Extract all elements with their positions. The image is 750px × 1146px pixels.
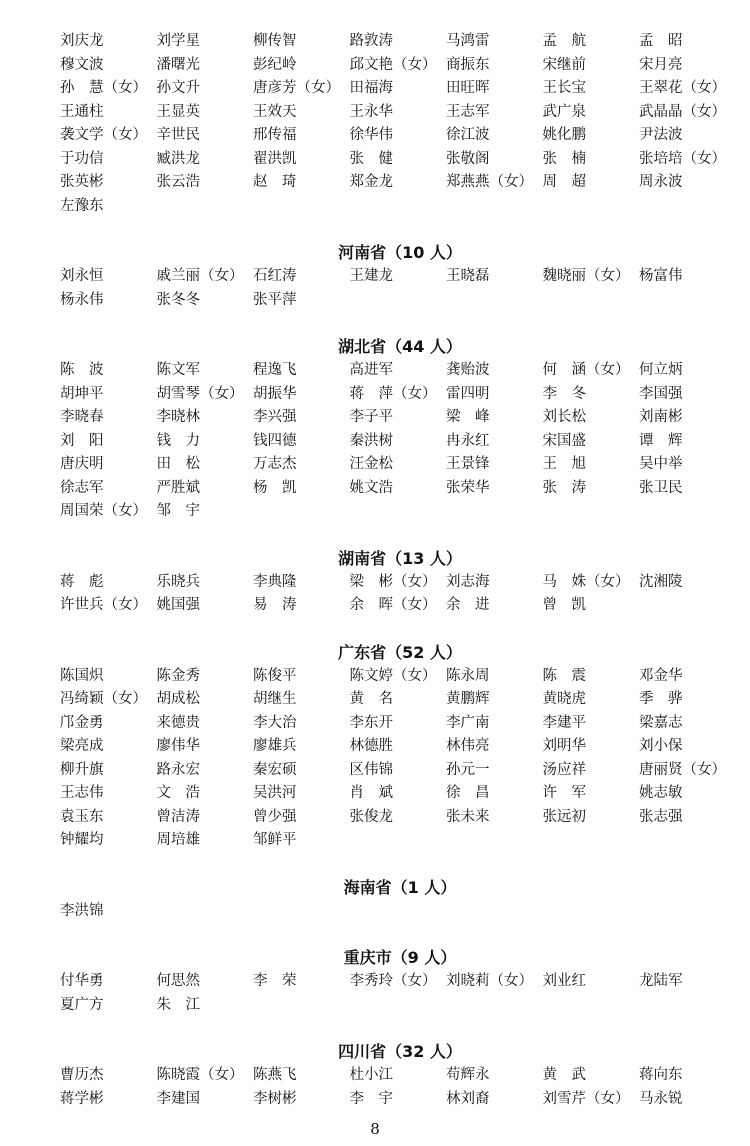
name-entry: 陈 波 — [60, 362, 104, 378]
name-entry: 唐彦芳（女） — [253, 80, 340, 96]
name-entry: 马鸿雷 — [446, 33, 490, 49]
name-entry: 郑燕燕（女） — [446, 174, 533, 190]
name-entry: 刘雪芹（女） — [542, 1090, 630, 1107]
name-entry: 姚文浩 — [349, 479, 393, 496]
name-entry: 冯绮颖（女） — [60, 691, 147, 707]
name-entry: 刘学星 — [156, 33, 200, 49]
name-entry: 付华勇 — [60, 973, 104, 989]
name-entry: 翟洪凯 — [253, 150, 297, 167]
name-list — [60, 1064, 740, 1111]
name-entry: 黄 武 — [542, 1067, 586, 1083]
name-entry: 袭文学（女） — [60, 127, 147, 143]
name-entry: 路敦涛 — [349, 33, 393, 49]
province-section — [60, 30, 740, 218]
name-entry: 何 涵（女） — [542, 362, 630, 378]
name-entry: 彭纪岭 — [253, 56, 297, 73]
section-heading: 广东省（52 人） — [338, 642, 462, 662]
name-entry: 张 健 — [349, 150, 393, 167]
name-entry: 赵 琦 — [253, 174, 297, 190]
name-entry: 刘庆龙 — [60, 33, 104, 49]
name-entry: 钟耀均 — [60, 832, 104, 848]
name-entry: 王翠花（女） — [639, 80, 726, 96]
name-entry: 马永锐 — [639, 1090, 683, 1107]
name-entry: 雷四明 — [446, 385, 490, 402]
name-entry: 林德胜 — [349, 738, 393, 754]
name-entry: 王景锋 — [446, 456, 490, 472]
name-entry: 刘晓莉（女） — [446, 973, 533, 989]
name-entry: 夏广方 — [60, 996, 104, 1013]
name-entry: 秦宏硕 — [253, 761, 297, 778]
name-entry: 王志军 — [446, 103, 490, 120]
name-entry: 张平萍 — [253, 291, 297, 308]
name-entry: 李子平 — [349, 409, 393, 425]
province-section — [60, 547, 740, 618]
name-entry: 王效天 — [253, 103, 297, 120]
name-entry: 汪金松 — [349, 456, 393, 472]
name-entry: 吴中举 — [639, 456, 683, 472]
name-entry: 戚兰丽（女） — [156, 268, 244, 284]
name-entry: 邹鲜平 — [253, 832, 297, 848]
name-entry: 梁 峰 — [446, 409, 490, 425]
name-entry: 臧洪龙 — [156, 150, 200, 167]
name-entry: 徐 昌 — [446, 785, 490, 801]
name-entry: 许 军 — [542, 785, 586, 801]
name-entry: 唐庆明 — [60, 456, 104, 472]
name-entry: 杨 凯 — [253, 479, 297, 496]
name-entry: 柳传智 — [253, 33, 297, 49]
section-heading: 重庆市（9 人） — [343, 948, 457, 967]
name-entry: 张云浩 — [156, 174, 200, 190]
name-entry: 蒋 萍（女） — [349, 385, 437, 402]
name-entry: 何立炳 — [639, 362, 683, 378]
name-entry: 来德贵 — [156, 714, 200, 731]
name-list — [60, 970, 740, 1017]
name-entry: 邢传福 — [253, 127, 297, 143]
document-body — [60, 30, 740, 1111]
name-entry: 易 涛 — [253, 597, 297, 613]
name-entry: 张俊龙 — [349, 808, 393, 825]
name-entry: 张志强 — [639, 808, 683, 825]
name-entry: 杨永伟 — [60, 291, 104, 308]
name-entry: 刘 阳 — [60, 432, 104, 449]
name-entry: 邝金勇 — [60, 714, 104, 731]
name-entry: 李 荣 — [253, 973, 297, 989]
name-entry: 杨富伟 — [639, 268, 683, 284]
name-entry: 吴洪河 — [253, 785, 297, 801]
province-section — [60, 946, 740, 1017]
name-entry: 田 松 — [156, 456, 200, 472]
name-entry: 辛世民 — [156, 127, 200, 143]
section-heading: 河南省（10 人） — [338, 243, 462, 262]
name-entry: 陈国炽 — [60, 667, 104, 684]
name-entry: 魏晓丽（女） — [542, 268, 630, 284]
name-entry: 张荣华 — [446, 479, 490, 496]
name-entry: 武晶晶（女） — [639, 103, 726, 120]
name-entry: 张卫民 — [639, 479, 683, 496]
name-entry: 王永华 — [349, 103, 393, 120]
name-entry: 胡继生 — [253, 691, 297, 707]
name-entry: 万志杰 — [253, 456, 297, 472]
name-entry: 李晓春 — [60, 409, 104, 425]
name-entry: 区伟锦 — [349, 761, 393, 778]
name-entry: 唐丽贤（女） — [639, 761, 726, 778]
name-entry: 刘志海 — [446, 573, 490, 590]
page-number: 8 — [370, 1120, 380, 1138]
name-entry: 李广南 — [446, 714, 490, 731]
name-entry: 李 宇 — [349, 1090, 393, 1107]
name-entry: 秦洪树 — [349, 432, 393, 449]
name-entry: 王显英 — [156, 103, 200, 120]
province-section — [60, 641, 740, 853]
name-entry: 廖伟华 — [156, 738, 200, 754]
name-entry: 陈文军 — [156, 362, 200, 378]
name-entry: 宋国盛 — [542, 432, 586, 449]
name-entry: 胡成松 — [156, 691, 200, 707]
name-entry: 徐华伟 — [349, 127, 393, 143]
name-list — [60, 265, 740, 312]
province-section — [60, 1040, 740, 1111]
name-entry: 王通柱 — [60, 103, 104, 120]
name-list — [60, 571, 740, 618]
name-entry: 李树彬 — [253, 1090, 297, 1107]
name-entry: 陈文婷（女） — [349, 667, 437, 684]
name-entry: 余 进 — [446, 597, 490, 613]
name-entry: 宋月亮 — [639, 56, 683, 73]
name-entry: 石红涛 — [253, 268, 297, 284]
name-entry: 蒋向东 — [639, 1067, 683, 1083]
name-entry: 陈金秀 — [156, 667, 200, 684]
section-heading: 湖北省（44 人） — [338, 337, 462, 356]
name-entry: 张培培（女） — [639, 150, 726, 167]
name-entry: 梁 彬（女） — [349, 573, 437, 590]
name-entry: 路永宏 — [156, 761, 200, 778]
name-entry: 张敬阁 — [446, 150, 490, 167]
name-entry: 陈晓霞（女） — [156, 1067, 244, 1083]
name-entry: 孙元一 — [446, 761, 490, 778]
name-entry: 张 涛 — [542, 479, 586, 496]
name-entry: 何思然 — [156, 973, 200, 989]
name-entry: 蒋学彬 — [60, 1090, 104, 1107]
name-entry: 王 旭 — [542, 456, 586, 472]
name-list — [60, 359, 740, 524]
name-entry: 杜小江 — [349, 1067, 393, 1083]
name-entry: 张冬冬 — [156, 291, 200, 308]
name-entry: 蒋 彪 — [60, 573, 104, 590]
name-entry: 冉永红 — [446, 432, 490, 449]
name-entry: 孙文升 — [156, 80, 200, 96]
name-entry: 刘业红 — [542, 973, 586, 989]
name-entry: 李典隆 — [253, 573, 297, 590]
name-entry: 王志伟 — [60, 785, 104, 801]
name-entry: 周永波 — [639, 174, 683, 190]
name-entry: 曾 凯 — [542, 597, 586, 613]
name-entry: 林伟亮 — [446, 738, 490, 754]
name-entry: 穆文波 — [60, 56, 104, 73]
name-entry: 曾洁涛 — [156, 808, 200, 825]
name-entry: 邓金华 — [639, 667, 683, 684]
name-entry: 李洪锦 — [60, 902, 104, 919]
name-entry: 钱四德 — [253, 432, 297, 449]
name-entry: 周培雄 — [156, 832, 200, 848]
name-entry: 胡振华 — [253, 385, 297, 402]
name-entry: 程逸飞 — [253, 362, 297, 378]
name-entry: 林刘裔 — [446, 1090, 490, 1107]
name-entry: 胡雪琴（女） — [156, 385, 244, 402]
name-entry: 余 晖（女） — [349, 597, 437, 613]
name-entry: 王建龙 — [349, 268, 393, 284]
name-entry: 乐晓兵 — [156, 573, 200, 590]
name-entry: 袁玉东 — [60, 808, 104, 825]
section-heading: 湖南省（13 人） — [338, 548, 462, 568]
name-entry: 曹历杰 — [60, 1067, 104, 1083]
name-entry: 汤应祥 — [542, 761, 586, 778]
name-entry: 商振东 — [446, 56, 490, 73]
name-entry: 李国强 — [639, 385, 683, 402]
name-entry: 刘长松 — [542, 409, 586, 425]
name-entry: 肖 斌 — [349, 785, 393, 801]
name-entry: 郑金龙 — [349, 174, 393, 190]
name-entry: 高进军 — [349, 362, 393, 378]
name-entry: 沈湘陵 — [639, 573, 683, 590]
name-entry: 许世兵（女） — [60, 597, 147, 613]
name-entry: 刘永恒 — [60, 268, 104, 284]
province-section — [60, 335, 740, 524]
name-entry: 刘明华 — [542, 738, 586, 754]
name-entry: 梁亮成 — [60, 738, 104, 754]
name-entry: 李兴强 — [253, 409, 297, 425]
name-entry: 孟 昭 — [639, 33, 683, 49]
name-entry: 张英彬 — [60, 174, 104, 190]
name-entry: 季 骅 — [639, 691, 683, 707]
name-entry: 苟辉永 — [446, 1067, 490, 1083]
name-entry: 徐江波 — [446, 127, 490, 143]
name-entry: 孟 航 — [542, 33, 586, 49]
name-entry: 廖雄兵 — [253, 738, 297, 754]
name-entry: 黄晓虎 — [542, 691, 586, 707]
name-entry: 周 超 — [542, 174, 586, 190]
name-entry: 于功信 — [60, 150, 104, 167]
name-entry: 张远初 — [542, 808, 586, 825]
name-entry: 王长宝 — [542, 80, 586, 96]
name-entry: 龚贻波 — [446, 362, 490, 378]
name-list — [60, 900, 740, 924]
name-entry: 黄鹏辉 — [446, 691, 490, 707]
name-entry: 潘曙光 — [156, 56, 200, 73]
name-entry: 姚国强 — [156, 597, 200, 613]
name-entry: 陈燕飞 — [253, 1067, 297, 1083]
name-entry: 王晓磊 — [446, 268, 490, 284]
name-entry: 柳升旗 — [60, 761, 104, 778]
name-entry: 严胜斌 — [156, 479, 200, 496]
name-list — [60, 30, 740, 218]
province-section — [60, 876, 740, 924]
name-entry: 黄 名 — [349, 691, 393, 707]
name-entry: 李 冬 — [542, 385, 586, 402]
name-entry: 李大治 — [253, 714, 297, 731]
section-heading: 海南省（1 人） — [343, 877, 457, 897]
name-entry: 钱 力 — [156, 432, 200, 449]
name-entry: 田福海 — [349, 80, 393, 96]
name-entry: 宋继前 — [542, 56, 586, 73]
name-entry: 张 楠 — [542, 150, 586, 167]
name-entry: 徐志军 — [60, 479, 104, 496]
name-entry: 谭 辉 — [639, 432, 683, 449]
section-heading: 四川省（32 人） — [338, 1042, 462, 1061]
name-entry: 梁嘉志 — [639, 714, 683, 731]
name-entry: 武广泉 — [542, 103, 586, 120]
name-entry: 李建平 — [542, 714, 586, 731]
name-entry: 李建国 — [156, 1090, 200, 1107]
name-entry: 尹法波 — [639, 127, 683, 143]
name-entry: 左豫东 — [60, 197, 104, 214]
name-entry: 邹 宇 — [156, 503, 200, 519]
name-entry: 马 姝（女） — [542, 573, 630, 590]
name-entry: 曾少强 — [253, 808, 297, 825]
name-entry: 陈永周 — [446, 667, 490, 684]
name-entry: 李秀玲（女） — [349, 973, 437, 989]
name-entry: 李东开 — [349, 714, 393, 731]
name-entry: 龙陆军 — [639, 973, 683, 989]
name-entry: 陈 震 — [542, 667, 586, 684]
name-entry: 孙 慧（女） — [60, 80, 147, 96]
name-entry: 刘南彬 — [639, 409, 683, 425]
name-entry: 田旺晖 — [446, 80, 490, 96]
province-section — [60, 241, 740, 312]
name-list — [60, 665, 740, 853]
name-entry: 邱文艳（女） — [349, 56, 437, 73]
name-entry: 陈俊平 — [253, 667, 297, 684]
name-entry: 李晓林 — [156, 409, 200, 425]
name-entry: 姚志敏 — [639, 785, 683, 801]
name-entry: 文 浩 — [156, 785, 200, 801]
name-entry: 姚化鹏 — [542, 127, 586, 143]
name-entry: 周国荣（女） — [60, 503, 147, 519]
name-entry: 朱 江 — [156, 996, 200, 1013]
name-entry: 刘小保 — [639, 738, 683, 754]
name-entry: 胡坤平 — [60, 385, 104, 402]
name-entry: 张未来 — [446, 808, 490, 825]
